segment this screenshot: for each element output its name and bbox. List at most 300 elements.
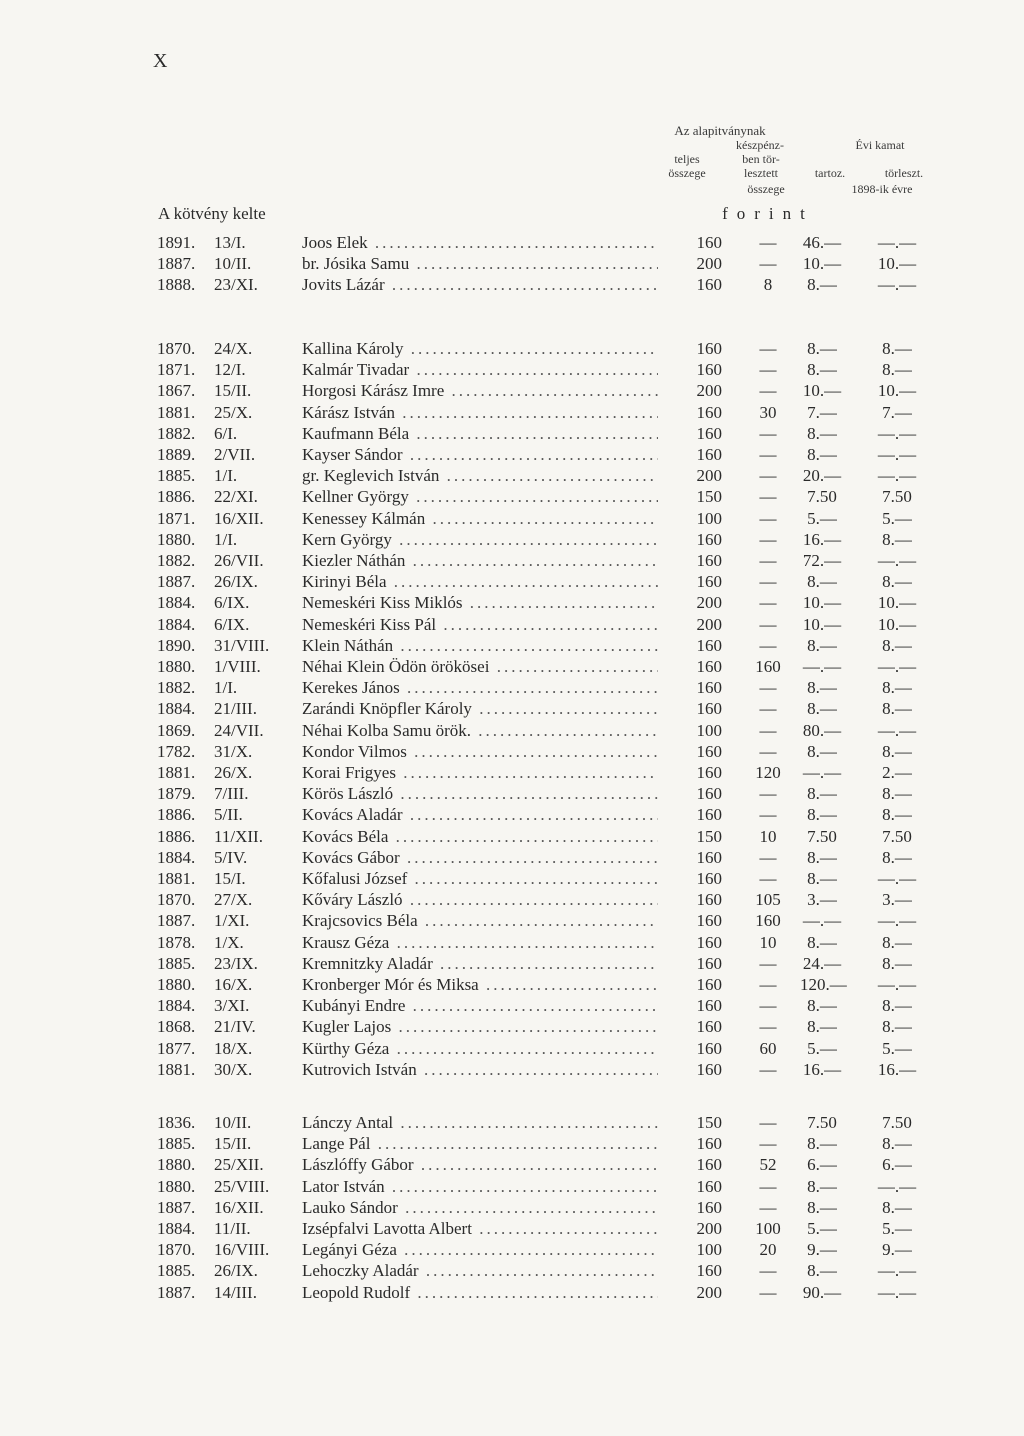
row-interest-repaid: 5.— [882,508,912,528]
row-date: 10/II. [214,254,252,274]
row-name: Kenessey Kálmán ..... [302,508,658,529]
row-paid: 105 [755,890,781,910]
header-cash-3: lesztett [744,166,778,180]
row-interest-due: 8.— [807,869,837,888]
row-name: Kárász István ..... [302,402,658,423]
row-paid: — [759,996,777,1016]
row-interest-due: 8.— [807,932,837,952]
row-name: Klein Náthán ..... [302,635,658,656]
row-total: 160 [696,445,722,464]
row-interest-due: 10.— [802,254,842,274]
row-year: 1887. [157,911,196,931]
row-date: 18/X. [214,1038,253,1058]
table-row [0,762,1024,783]
row-year: 1880. [157,1176,196,1196]
table-row [0,868,1024,889]
row-year: 1871. [157,360,196,380]
row-paid: — [759,360,777,380]
row-interest-repaid: —.— [877,657,917,676]
row-total: 160 [696,339,722,358]
row-interest-due: 7.50 [807,1113,837,1132]
row-year: 1891. [157,233,196,252]
row-interest-due: 120.— [800,975,847,994]
row-paid: — [759,423,777,443]
row-interest-due: 8.— [807,1197,837,1217]
row-interest-due: 24.— [802,953,842,973]
row-name: Kayser Sándor ..... [302,444,658,465]
row-total: 160 [696,1038,722,1058]
row-name: Kern György ..... [302,529,658,550]
row-interest-repaid: 9.— [882,1240,912,1260]
table-row [0,847,1024,868]
row-date: 12/I. [214,360,246,380]
row-interest-due: 5.— [807,1038,837,1058]
row-date: 24/X. [214,339,253,358]
row-total: 200 [696,614,722,634]
row-total: 160 [696,1059,722,1079]
row-total: 200 [696,1282,722,1302]
table-row [0,423,1024,444]
row-interest-repaid: —.— [877,911,917,931]
table-row [0,910,1024,931]
row-name: Krausz Géza ..... [302,932,658,953]
table-row [0,1038,1024,1059]
row-year: 1881. [157,763,196,782]
row-total: 160 [696,763,722,782]
row-total: 160 [696,678,722,698]
row-total: 100 [696,720,722,740]
row-year: 1886. [157,487,196,507]
table-row [0,635,1024,656]
table-row [0,274,1024,295]
row-interest-due: 16.— [802,1059,842,1079]
row-date: 31/VIII. [214,635,270,655]
row-interest-due: 10.— [802,381,842,401]
row-total: 200 [696,593,722,613]
row-paid: 8 [763,275,773,295]
row-total: 160 [696,233,722,252]
row-interest-due: 20.— [802,466,842,486]
row-paid: — [759,1261,777,1281]
row-paid: 120 [755,763,781,782]
row-interest-due: 8.— [807,678,837,698]
row-year: 1880. [157,975,196,994]
row-total: 160 [696,869,722,888]
row-year: 1871. [157,508,196,528]
row-interest-due: 8.— [807,445,837,464]
row-interest-repaid: 8.— [882,529,912,549]
row-total: 160 [696,551,722,570]
table-row [0,1218,1024,1239]
row-year: 1887. [157,254,196,274]
row-date: 6/IX. [214,593,250,613]
row-interest-due: —.— [802,657,842,676]
row-name: Kaufmann Béla ..... [302,423,658,444]
row-interest-due: 8.— [807,635,837,655]
header-cash-4: összege [747,182,785,196]
row-name: Néhai Klein Ödön örökösei ..... [302,656,658,677]
row-interest-due: 72.— [802,551,842,570]
row-paid: — [759,1134,777,1154]
table-row [0,614,1024,635]
row-paid: 160 [755,657,781,676]
row-interest-repaid: 8.— [882,699,912,719]
row-paid: — [759,847,777,867]
row-interest-due: 8.— [807,996,837,1016]
row-name: Kubányi Endre ..... [302,995,658,1016]
row-name: Kalmár Tivadar ..... [302,359,658,380]
row-interest-due: —.— [802,911,842,931]
row-total: 200 [696,1219,722,1238]
row-paid: — [759,593,777,613]
row-paid: — [759,741,777,761]
row-total: 160 [696,1176,722,1196]
row-paid: — [759,551,777,570]
row-total: 200 [696,254,722,274]
row-name: Kugler Lajos ..... [302,1016,658,1037]
row-date: 16/VIII. [214,1240,270,1260]
table-row [0,232,1024,253]
row-paid: 60 [759,1038,777,1058]
row-date: 11/II. [214,1219,251,1238]
row-paid: — [759,699,777,719]
row-paid: — [759,1197,777,1217]
row-date: 27/X. [214,890,253,910]
row-interest-repaid: —.— [877,1282,917,1302]
row-year: 1884. [157,593,196,613]
row-interest-repaid: 7.50 [882,1113,912,1132]
row-date: 10/II. [214,1113,252,1132]
row-total: 160 [696,1017,722,1037]
table-row [0,698,1024,719]
header-total-2: összege [668,166,706,180]
row-total: 160 [696,1155,722,1175]
row-interest-repaid: —.— [877,423,917,443]
row-interest-repaid: —.— [877,233,917,252]
row-name: Kovács Gábor ..... [302,847,658,868]
row-total: 160 [696,784,722,804]
row-year: 1881. [157,402,196,422]
row-interest-due: 80.— [802,720,842,740]
row-interest-repaid: —.— [877,1261,917,1281]
row-date: 5/II. [214,805,243,825]
row-paid: — [759,953,777,973]
row-paid: — [759,635,777,655]
row-name: Kellner György ..... [302,486,658,507]
table-row [0,1154,1024,1175]
row-total: 160 [696,975,722,994]
row-date: 6/IX. [214,614,250,634]
row-date: 21/IV. [214,1017,256,1037]
table-row [0,465,1024,486]
row-year: 1887. [157,1197,196,1217]
row-date: 1/I. [214,466,238,486]
table-row [0,529,1024,550]
row-interest-repaid: 8.— [882,1134,912,1154]
row-name: Lator István ..... [302,1176,658,1197]
row-date: 24/VII. [214,720,264,740]
header-cash-2: ben tör- [742,152,780,166]
row-paid: 100 [755,1219,781,1238]
row-name: Kutrovich István ..... [302,1059,658,1080]
row-interest-due: 8.— [807,1176,837,1196]
row-total: 160 [696,635,722,655]
row-paid: — [759,805,777,825]
row-name: Korai Frigyes ..... [302,762,658,783]
row-year: 1888. [157,275,196,295]
row-year: 1886. [157,805,196,825]
row-paid: — [759,975,777,994]
row-year: 1890. [157,635,196,655]
row-total: 160 [696,402,722,422]
row-year: 1885. [157,1134,196,1154]
row-paid: — [759,1176,777,1196]
row-date: 5/IV. [214,847,248,867]
row-interest-repaid: 8.— [882,1197,912,1217]
row-interest-due: 8.— [807,741,837,761]
row-interest-due: 7.50 [807,826,837,846]
row-interest-due: 3.— [807,890,837,910]
row-interest-repaid: 8.— [882,847,912,867]
row-name: Lánczy Antal ..... [302,1112,658,1133]
row-interest-repaid: 8.— [882,678,912,698]
row-interest-repaid: 8.— [882,1017,912,1037]
row-interest-due: 8.— [807,572,837,592]
row-year: 1880. [157,657,196,676]
row-date: 31/X. [214,741,253,761]
header-repaid: törleszt. [884,166,924,180]
row-date: 21/III. [214,699,257,719]
row-interest-due: 8.— [807,360,837,380]
row-total: 160 [696,572,722,592]
row-year: 1868. [157,1017,196,1037]
row-date: 22/XI. [214,487,258,507]
row-total: 160 [696,1261,722,1281]
row-year: 1884. [157,699,196,719]
table-row [0,444,1024,465]
header-unit: forint [722,204,814,223]
table-row [0,1197,1024,1218]
row-name: Nemeskéri Kiss Pál ..... [302,614,658,635]
row-paid: — [759,1017,777,1037]
table-row [0,826,1024,847]
row-date: 1/XI. [214,911,250,931]
row-interest-repaid: 7.50 [882,487,912,507]
row-date: 13/I. [214,233,246,252]
row-interest-due: 8.— [807,699,837,719]
row-interest-due: 8.— [807,275,837,295]
row-interest-due: 5.— [807,508,837,528]
row-date: 15/II. [214,381,252,401]
row-paid: — [759,614,777,634]
row-interest-repaid: —.— [877,466,917,486]
row-interest-due: 10.— [802,593,842,613]
row-date: 7/III. [214,784,249,804]
row-name: Kőváry László ..... [302,889,658,910]
row-date: 26/VII. [214,551,264,570]
row-interest-repaid: 6.— [882,1155,912,1175]
row-interest-repaid: 8.— [882,360,912,380]
row-paid: — [759,720,777,740]
table-row [0,1176,1024,1197]
row-paid: — [759,233,777,252]
row-year: 1867. [157,381,196,401]
row-interest-due: 8.— [807,1017,837,1037]
row-name: Néhai Kolba Samu örök. ..... [302,720,658,741]
row-interest-repaid: 2.— [882,763,912,782]
table-row [0,1112,1024,1133]
row-interest-due: 8.— [807,1261,837,1281]
row-year: 1880. [157,1155,196,1175]
row-paid: 10 [759,932,777,952]
row-interest-repaid: 8.— [882,996,912,1016]
row-total: 160 [696,1134,722,1154]
row-date: 25/X. [214,402,253,422]
row-paid: — [759,1282,777,1302]
row-date: 16/XII. [214,1197,264,1217]
row-total: 160 [696,932,722,952]
row-date: 15/I. [214,869,246,888]
row-paid: — [759,381,777,401]
table-row [0,402,1024,423]
table-row [0,1133,1024,1154]
row-date: 30/X. [214,1059,253,1079]
row-name: Kronberger Mór és Miksa ..... [302,974,658,995]
row-total: 100 [696,508,722,528]
row-year: 1889. [157,445,196,464]
row-paid: — [759,572,777,592]
row-year: 1884. [157,996,196,1016]
row-name: Legányi Géza ..... [302,1239,658,1260]
row-paid: — [759,1113,777,1132]
row-year: 1884. [157,614,196,634]
row-date: 26/X. [214,763,253,782]
row-interest-repaid: 10.— [877,381,917,401]
row-interest-repaid: 7.— [882,402,912,422]
table-row [0,656,1024,677]
row-total: 150 [696,487,722,507]
row-paid: — [759,339,777,358]
header-bond-date: A kötvény kelte [158,204,266,223]
row-date: 25/VIII. [214,1176,270,1196]
row-year: 1885. [157,466,196,486]
row-year: 1885. [157,953,196,973]
row-interest-repaid: 10.— [877,593,917,613]
row-paid: — [759,869,777,888]
row-name: gr. Keglevich István ..... [302,465,658,486]
row-year: 1884. [157,1219,196,1238]
row-interest-due: 10.— [802,614,842,634]
row-name: Kerekes János ..... [302,677,658,698]
row-total: 150 [696,1113,722,1132]
row-name: Lehoczky Aladár ..... [302,1260,658,1281]
row-interest-due: 9.— [807,1240,837,1260]
row-interest-repaid: —.— [877,445,917,464]
header-cash-1: készpénz- [736,138,784,152]
table-row [0,1239,1024,1260]
row-paid: 160 [755,911,781,931]
row-year: 1870. [157,339,196,358]
header-interest: Évi kamat [855,138,905,152]
row-name: Kremnitzky Aladár ..... [302,953,658,974]
row-total: 160 [696,953,722,973]
row-paid: 30 [759,402,777,422]
row-interest-repaid: —.— [877,869,917,888]
row-total: 160 [696,996,722,1016]
row-paid: — [759,466,777,486]
row-name: Nemeskéri Kiss Miklós ..... [302,592,658,613]
row-date: 26/IX. [214,1261,258,1281]
row-interest-repaid: 8.— [882,572,912,592]
row-name: Lange Pál ..... [302,1133,658,1154]
row-year: 1882. [157,551,196,570]
table-row [0,253,1024,274]
page-number: X [153,50,168,72]
row-date: 11/XII. [214,826,263,846]
row-interest-repaid: —.— [877,551,917,570]
row-date: 1/I. [214,529,238,549]
row-interest-repaid: 8.— [882,339,912,358]
row-interest-due: 5.— [807,1219,837,1238]
row-total: 200 [696,466,722,486]
row-year: 1886. [157,826,196,846]
row-year: 1870. [157,1240,196,1260]
row-year: 1881. [157,869,196,888]
row-interest-due: 8.— [807,784,837,804]
table-row [0,486,1024,507]
row-interest-repaid: 5.— [882,1038,912,1058]
row-interest-due: 90.— [802,1282,842,1302]
row-date: 3/XI. [214,996,250,1016]
row-year: 1836. [157,1113,196,1132]
row-interest-due: 8.— [807,847,837,867]
row-interest-due: 7.— [807,402,837,422]
row-date: 26/IX. [214,572,258,592]
header-group-title: Az alapitványnak [674,123,766,138]
row-interest-repaid: 8.— [882,805,912,825]
row-total: 160 [696,741,722,761]
row-interest-due: 7.50 [807,487,837,507]
row-year: 1782. [157,741,196,761]
row-paid: — [759,508,777,528]
table-row [0,338,1024,359]
row-paid: — [759,529,777,549]
row-year: 1882. [157,423,196,443]
row-year: 1870. [157,890,196,910]
row-name: Jovits Lázár ..... [302,274,658,295]
row-date: 1/I. [214,678,238,698]
table-row [0,953,1024,974]
row-name: Lauko Sándor ..... [302,1197,658,1218]
row-interest-repaid: 10.— [877,254,917,274]
row-year: 1887. [157,572,196,592]
row-name: Leopold Rudolf ..... [302,1282,658,1303]
table-row [0,380,1024,401]
table-row [0,995,1024,1016]
row-year: 1881. [157,1059,196,1079]
row-date: 23/XI. [214,275,258,295]
table-row [0,1059,1024,1080]
row-total: 160 [696,657,722,676]
table-row [0,571,1024,592]
row-paid: — [759,487,777,507]
row-interest-due: —.— [802,763,842,782]
table-row [0,1282,1024,1303]
row-interest-due: 8.— [807,1134,837,1154]
table-row [0,720,1024,741]
row-total: 160 [696,1197,722,1217]
row-interest-due: 8.— [807,423,837,443]
